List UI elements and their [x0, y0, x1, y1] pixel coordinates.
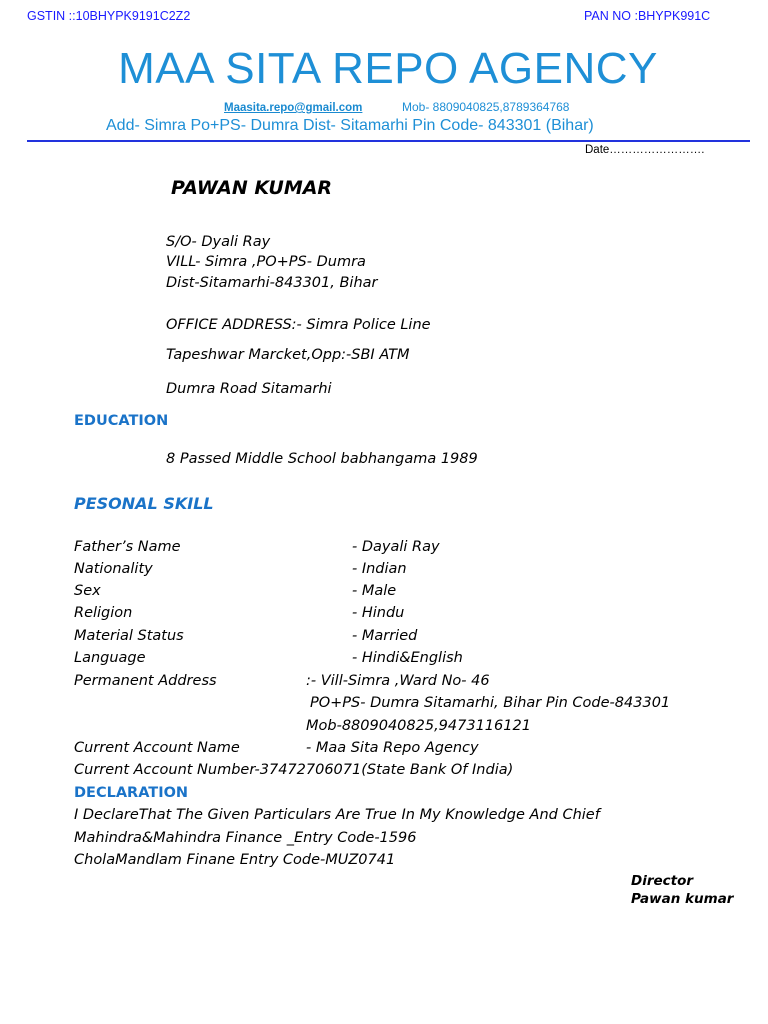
- detail-label-fathers-name: Father’s Name: [74, 539, 181, 555]
- district-line: Dist-Sitamarhi-843301, Bihar: [166, 275, 378, 291]
- education-heading: EDUCATION: [74, 413, 169, 429]
- header-divider: [27, 140, 750, 142]
- detail-value-fathers-name: - Dayali Ray: [352, 539, 440, 555]
- detail-value-marital-status: - Married: [352, 628, 418, 644]
- account-number-line: Current Account Number-37472706071(State Bank Of India): [74, 762, 514, 778]
- office-address-line-3: Dumra Road Sitamarhi: [166, 381, 332, 397]
- detail-value-nationality: - Indian: [352, 561, 407, 577]
- detail-value-language: - Hindi&English: [352, 650, 463, 666]
- permanent-address-line-1: :- Vill-Simra ,Ward No- 46: [306, 673, 490, 689]
- education-item: 8 Passed Middle School babhangama 1989: [166, 451, 478, 467]
- detail-value-sex: - Male: [352, 583, 397, 599]
- detail-label-religion: Religion: [74, 605, 133, 621]
- office-address-line-1: OFFICE ADDRESS:- Simra Police Line: [166, 317, 431, 333]
- permanent-address-line-2: PO+PS- Dumra Sitamarhi, Bihar Pin Code-843301: [310, 695, 671, 711]
- detail-value-religion: - Hindu: [352, 605, 405, 621]
- agency-title: MAA SITA REPO AGENCY: [118, 44, 658, 93]
- date-field: Date…………………….: [585, 144, 705, 156]
- office-address-line-2: Tapeshwar Marcket,Opp:-SBI ATM: [166, 347, 410, 363]
- candidate-name: PAWAN KUMAR: [171, 177, 333, 199]
- gstin-text: GSTIN ::10BHYPK9191C2Z2: [27, 9, 191, 23]
- declaration-line-2: Mahindra&Mahindra Finance _Entry Code-1596: [74, 830, 417, 846]
- detail-label-language: Language: [74, 650, 146, 666]
- declaration-heading: DECLARATION: [74, 785, 189, 801]
- permanent-address-label: Permanent Address: [74, 673, 217, 689]
- personal-skill-heading: PESONAL SKILL: [74, 494, 214, 513]
- permanent-address-line-3: Mob-8809040825,9473116121: [306, 718, 531, 734]
- account-name-value: - Maa Sita Repo Agency: [306, 740, 479, 756]
- declaration-line-1: I DeclareThat The Given Particulars Are True In My Knowledge And Chief: [74, 807, 600, 823]
- pan-text: PAN NO :BHYPK991C: [584, 9, 711, 23]
- declaration-line-3: CholaMandlam Finane Entry Code-MUZ0741: [74, 852, 396, 868]
- email-text[interactable]: Maasita.repo@gmail.com: [224, 102, 363, 114]
- village-line: VILL- Simra ,PO+PS- Dumra: [166, 254, 366, 270]
- mobile-text: Mob- 8809040825,8789364768: [402, 100, 570, 114]
- account-name-label: Current Account Name: [74, 740, 240, 756]
- signature-title: Director: [631, 873, 694, 889]
- detail-label-marital-status: Material Status: [74, 628, 184, 644]
- detail-label-sex: Sex: [74, 583, 101, 599]
- email-link[interactable]: [224, 100, 362, 114]
- address-text: Add- Simra Po+PS- Dumra Dist- Sitamarhi Pin Code- 843301 (Bihar): [106, 117, 594, 134]
- father-line: S/O- Dyali Ray: [166, 234, 271, 250]
- detail-label-nationality: Nationality: [74, 561, 153, 577]
- signature-name: Pawan kumar: [631, 891, 734, 907]
